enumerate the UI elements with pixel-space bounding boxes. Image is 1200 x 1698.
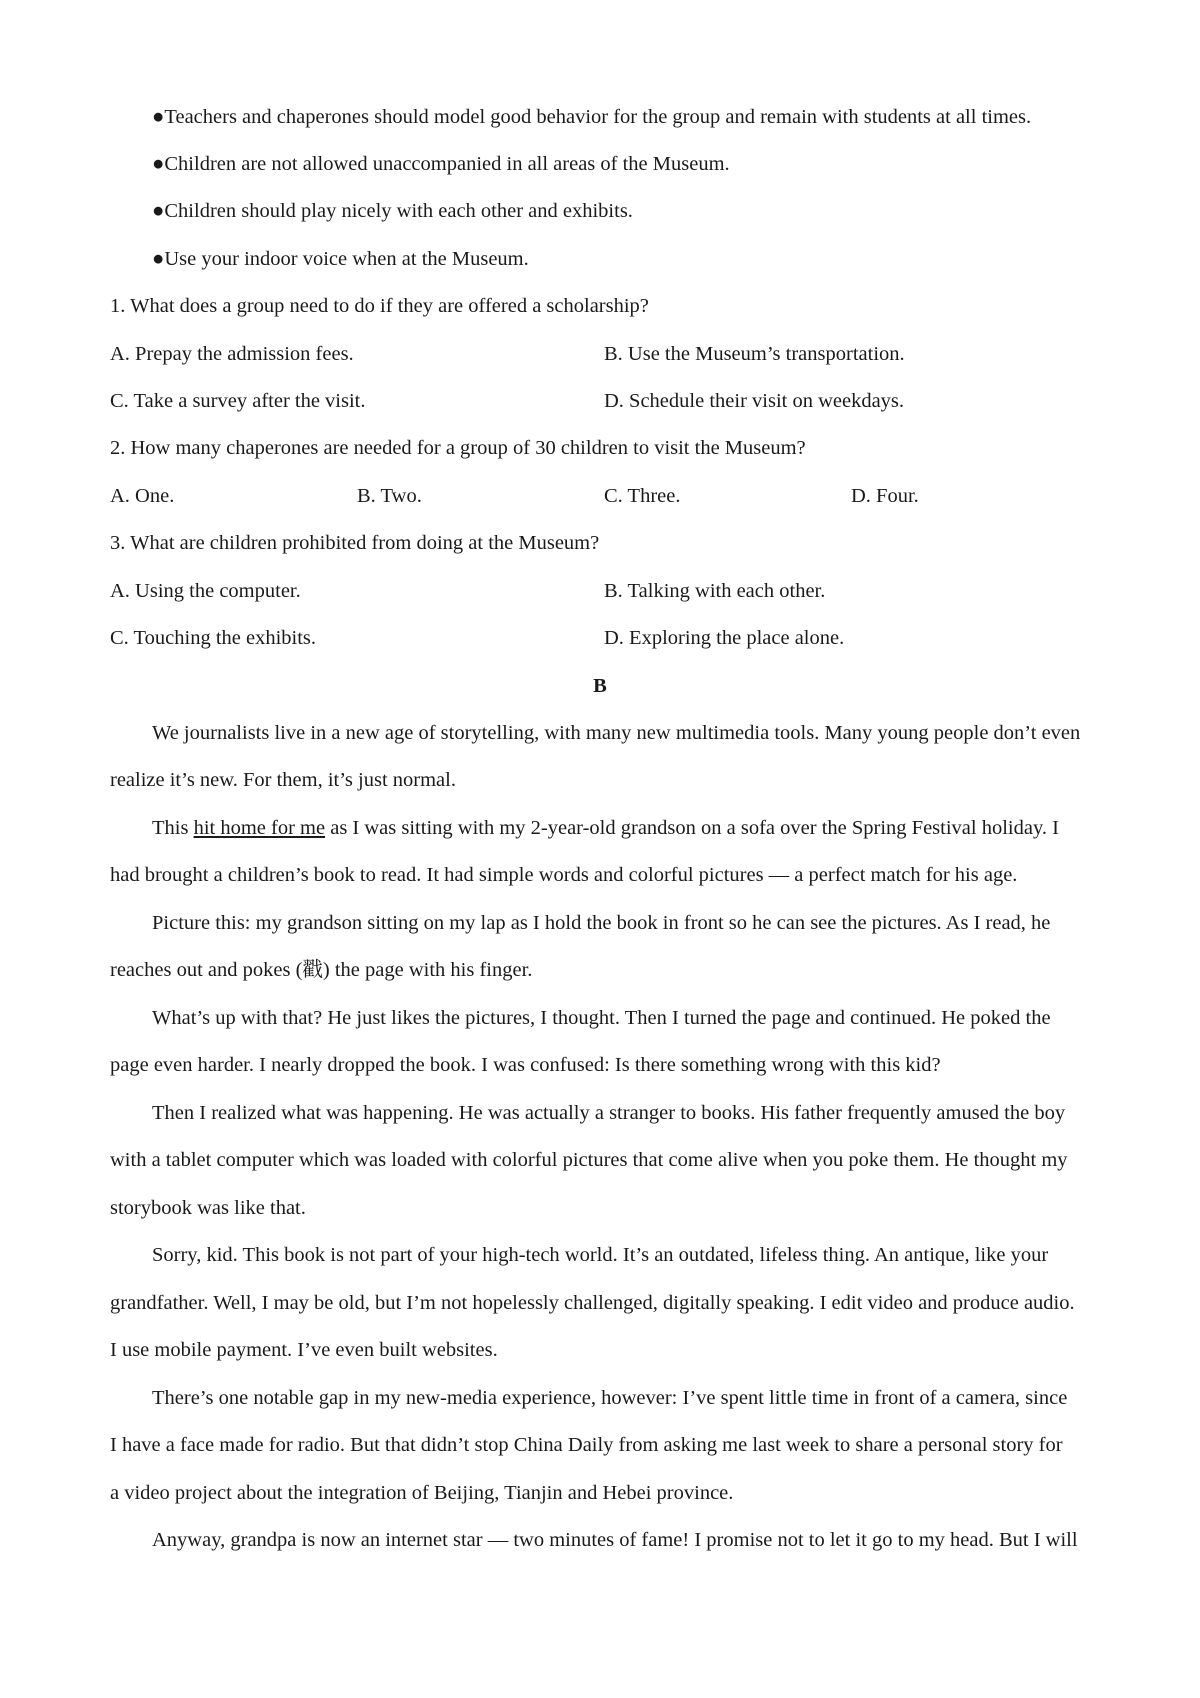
option-c: C. Touching the exhibits. xyxy=(110,627,317,649)
option-c: C. Three. xyxy=(604,485,681,507)
option-d: D. Exploring the place alone. xyxy=(604,627,845,649)
rule-item: ●Children should play nicely with each other and exhibits. xyxy=(152,200,633,222)
option-d: D. Schedule their visit on weekdays. xyxy=(604,390,905,412)
paragraph-line: I have a face made for radio. But that didn’t stop China Daily from asking me last week to share a personal story for xyxy=(110,1434,1063,1456)
paragraph-line: realize it’s new. For them, it’s just normal. xyxy=(110,769,456,791)
question-stem: 1. What does a group need to do if they are offered a scholarship? xyxy=(110,295,649,317)
section-heading: B xyxy=(593,675,607,697)
paragraph-line xyxy=(152,816,1059,840)
option-a: A. Prepay the admission fees. xyxy=(110,343,354,365)
rule-item: ●Children are not allowed unaccompanied in all areas of the Museum. xyxy=(152,153,730,175)
option-b: B. Use the Museum’s transportation. xyxy=(604,343,905,365)
question-stem: 3. What are children prohibited from doing at the Museum? xyxy=(110,532,600,554)
option-c: C. Take a survey after the visit. xyxy=(110,390,366,412)
underlined-phrase: hit home for me xyxy=(193,817,326,839)
paragraph-line: storybook was like that. xyxy=(110,1197,306,1219)
paragraph-line: We journalists live in a new age of storytelling, with many new multimedia tools. Many young people don’t even xyxy=(152,722,1081,744)
paragraph-line: with a tablet computer which was loaded with colorful pictures that come alive when you poke them. He thought my xyxy=(110,1149,1068,1171)
paragraph-line: Sorry, kid. This book is not part of your high-tech world. It’s an outdated, lifeless thing. An antique, like your xyxy=(152,1244,1049,1266)
text-span: This xyxy=(152,817,194,839)
paragraph-line: What’s up with that? He just likes the pictures, I thought. Then I turned the page and continued. He poked the xyxy=(152,1007,1051,1029)
paragraph-line: reaches out and pokes (戳) the page with his finger. xyxy=(110,959,533,981)
option-b: B. Talking with each other. xyxy=(604,580,826,602)
paragraph-line: There’s one notable gap in my new-media experience, however: I’ve spent little time in front of a camera, since xyxy=(152,1387,1068,1409)
paragraph-line: I use mobile payment. I’ve even built websites. xyxy=(110,1339,498,1361)
text-span: as I was sitting with my 2-year-old grandson on a sofa over the Spring Festival holiday. I xyxy=(325,817,1059,839)
rule-item: ●Teachers and chaperones should model good behavior for the group and remain with students at all times. xyxy=(152,106,1032,128)
paragraph-line: page even harder. I nearly dropped the book. I was confused: Is there something wrong with this kid? xyxy=(110,1054,941,1076)
option-a: A. One. xyxy=(110,485,175,507)
paragraph-line: a video project about the integration of Beijing, Tianjin and Hebei province. xyxy=(110,1482,734,1504)
paragraph-line: Picture this: my grandson sitting on my lap as I hold the book in front so he can see the pictures. As I read, he xyxy=(152,912,1051,934)
option-b: B. Two. xyxy=(357,485,422,507)
paragraph-line: grandfather. Well, I may be old, but I’m not hopelessly challenged, digitally speaking. I edit video and produce audio. xyxy=(110,1292,1075,1314)
option-a: A. Using the computer. xyxy=(110,580,301,602)
paragraph-line: Then I realized what was happening. He was actually a stranger to books. His father frequently amused the boy xyxy=(152,1102,1066,1124)
question-stem: 2. How many chaperones are needed for a group of 30 children to visit the Museum? xyxy=(110,437,806,459)
paragraph-line: Anyway, grandpa is now an internet star — two minutes of fame! I promise not to let it go to my head. But I will xyxy=(152,1529,1078,1551)
paragraph-line: had brought a children’s book to read. It had simple words and colorful pictures — a perfect match for his age. xyxy=(110,864,1018,886)
rule-item: ●Use your indoor voice when at the Museum. xyxy=(152,248,529,270)
option-d: D. Four. xyxy=(851,485,919,507)
